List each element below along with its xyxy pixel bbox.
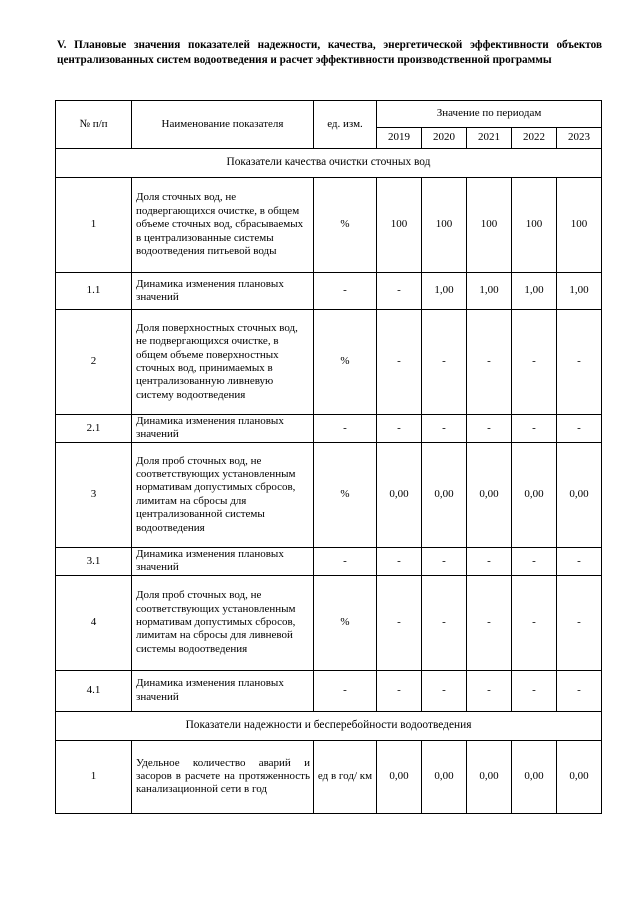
header-year: 2019 xyxy=(377,128,422,149)
row-number: 1.1 xyxy=(56,273,132,310)
value-cell: 100 xyxy=(377,178,422,273)
header-periods: Значение по периодам xyxy=(377,101,602,128)
value-cell: - xyxy=(377,415,422,443)
row-number: 2 xyxy=(56,310,132,415)
value-cell: 0,00 xyxy=(422,740,467,813)
section-title: Показатели качества очистки сточных вод xyxy=(56,149,602,178)
value-cell: - xyxy=(557,575,602,670)
value-cell: - xyxy=(512,547,557,575)
table-row xyxy=(56,442,602,547)
value-cell: 1,00 xyxy=(557,273,602,310)
value-cell: 1,00 xyxy=(422,273,467,310)
unit-cell: - xyxy=(314,547,377,575)
indicators-table xyxy=(55,100,602,814)
table-row xyxy=(56,547,602,575)
value-cell: 100 xyxy=(422,178,467,273)
value-cell: 0,00 xyxy=(467,740,512,813)
value-cell: - xyxy=(467,415,512,443)
document-title: V. Плановые значения показателей надежности, качества, энергетической эффективности объектов централизованных систем водоотведения и расчет эффективности производственной программы xyxy=(57,39,602,66)
value-cell: 0,00 xyxy=(557,740,602,813)
header-year: 2021 xyxy=(467,128,512,149)
value-cell: 0,00 xyxy=(377,740,422,813)
value-cell: - xyxy=(422,670,467,711)
indicator-name: Доля проб сточных вод, не соответствующих установленным нормативам допустимых сбросов, лимитам на сбросы для централизованной системы водоотведения xyxy=(132,442,314,547)
value-cell: - xyxy=(467,547,512,575)
table-row xyxy=(56,178,602,273)
value-cell: - xyxy=(557,547,602,575)
header-year: 2020 xyxy=(422,128,467,149)
value-cell: - xyxy=(377,670,422,711)
header-num: № п/п xyxy=(56,101,132,149)
row-number: 2.1 xyxy=(56,415,132,443)
header-unit: ед. изм. xyxy=(314,101,377,149)
indicator-name: Динамика изменения плановых значений xyxy=(132,670,314,711)
unit-cell: ед в год/ км xyxy=(314,740,377,813)
value-cell: - xyxy=(422,547,467,575)
value-cell: - xyxy=(512,310,557,415)
header-row xyxy=(56,101,602,128)
value-cell: 0,00 xyxy=(422,442,467,547)
header-year: 2023 xyxy=(557,128,602,149)
row-number: 4 xyxy=(56,575,132,670)
unit-cell: % xyxy=(314,442,377,547)
indicator-name: Динамика изменения плановых значений xyxy=(132,415,314,443)
indicator-name: Доля поверхностных сточных вод, не подвергающихся очистке, в общем объеме поверхностных сточных вод, принимаемых в централизованную ливневую систему водоотведения xyxy=(132,310,314,415)
value-cell: - xyxy=(467,575,512,670)
unit-cell: - xyxy=(314,273,377,310)
section-row xyxy=(56,711,602,740)
value-cell: - xyxy=(377,547,422,575)
indicator-name: Доля проб сточных вод, не соответствующих установленным нормативам допустимых сбросов, лимитам на сбросы для ливневой системы водоотведения xyxy=(132,575,314,670)
header-name: Наименование показателя xyxy=(132,101,314,149)
value-cell: 0,00 xyxy=(467,442,512,547)
header-year: 2022 xyxy=(512,128,557,149)
table-row xyxy=(56,670,602,711)
value-cell: 0,00 xyxy=(557,442,602,547)
table-body xyxy=(56,101,602,814)
value-cell: - xyxy=(512,415,557,443)
value-cell: - xyxy=(422,310,467,415)
unit-cell: % xyxy=(314,575,377,670)
table-row xyxy=(56,415,602,443)
unit-cell: % xyxy=(314,310,377,415)
row-number: 3.1 xyxy=(56,547,132,575)
value-cell: 1,00 xyxy=(512,273,557,310)
value-cell: - xyxy=(377,273,422,310)
indicator-name: Удельное количество аварий и засоров в расчете на протяженность канализационной сети в год xyxy=(132,740,314,813)
value-cell: 100 xyxy=(467,178,512,273)
indicator-name: Доля сточных вод, не подвергающихся очистке, в общем объеме сточных вод, сбрасываемых в централизованные системы водоотведения питьевой воды xyxy=(132,178,314,273)
value-cell: - xyxy=(377,310,422,415)
indicator-name: Динамика изменения плановых значений xyxy=(132,273,314,310)
value-cell: - xyxy=(557,670,602,711)
table-row xyxy=(56,740,602,813)
unit-cell: % xyxy=(314,178,377,273)
value-cell: 0,00 xyxy=(512,740,557,813)
value-cell: - xyxy=(557,415,602,443)
value-cell: 0,00 xyxy=(512,442,557,547)
value-cell: - xyxy=(377,575,422,670)
value-cell: - xyxy=(422,415,467,443)
section-row xyxy=(56,149,602,178)
value-cell: 1,00 xyxy=(467,273,512,310)
value-cell: - xyxy=(467,310,512,415)
table-row xyxy=(56,310,602,415)
row-number: 1 xyxy=(56,740,132,813)
row-number: 4.1 xyxy=(56,670,132,711)
table-row xyxy=(56,575,602,670)
value-cell: - xyxy=(512,575,557,670)
unit-cell: - xyxy=(314,670,377,711)
value-cell: 100 xyxy=(557,178,602,273)
value-cell: - xyxy=(422,575,467,670)
table-row xyxy=(56,273,602,310)
section-title: Показатели надежности и бесперебойности водоотведения xyxy=(56,711,602,740)
value-cell: - xyxy=(467,670,512,711)
value-cell: - xyxy=(512,670,557,711)
value-cell: - xyxy=(557,310,602,415)
value-cell: 100 xyxy=(512,178,557,273)
row-number: 1 xyxy=(56,178,132,273)
row-number: 3 xyxy=(56,442,132,547)
unit-cell: - xyxy=(314,415,377,443)
indicator-name: Динамика изменения плановых значений xyxy=(132,547,314,575)
value-cell: 0,00 xyxy=(377,442,422,547)
